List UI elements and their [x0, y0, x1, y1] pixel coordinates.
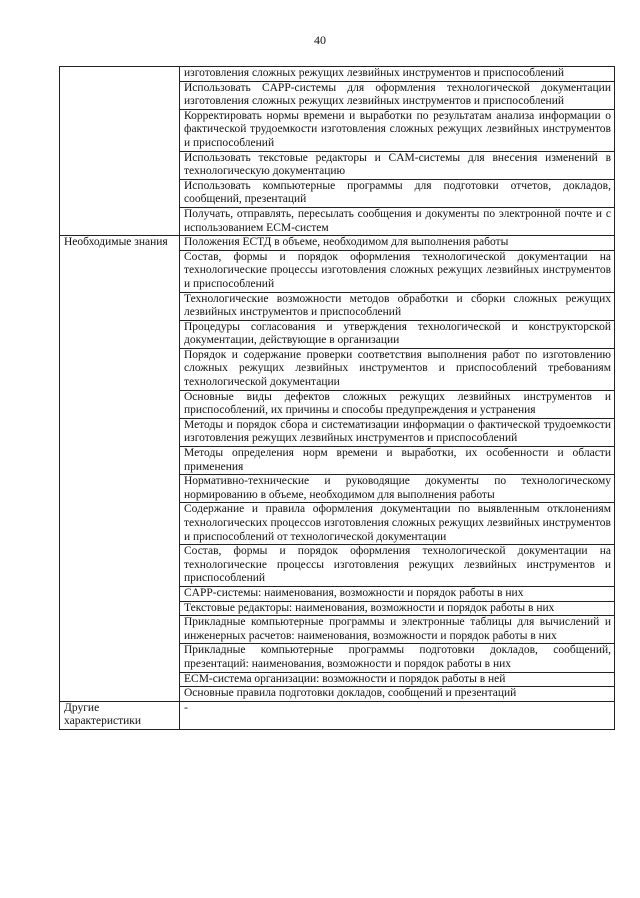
requirement-text: изготовления сложных режущих лезвийных инструментов и приспособлений — [180, 67, 615, 82]
section-label: Другие характеристики — [60, 701, 180, 729]
table-row — [60, 236, 615, 251]
requirement-text: Использовать текстовые редакторы и CAM-системы для внесения изменений в технологическую документацию — [180, 151, 615, 179]
requirements-table — [59, 66, 615, 730]
requirement-text: Методы определения норм времени и выработки, их особенности и области применения — [180, 447, 615, 475]
section-label — [60, 67, 180, 236]
requirement-text: Состав, формы и порядок оформления технологической документации на технологические процессы изготовления сложных режущих лезвийных инструментов и приспособлений — [180, 250, 615, 292]
requirement-text: ECM-система организации: возможности и порядок работы в ней — [180, 672, 615, 687]
table-row — [60, 701, 615, 729]
requirement-text: Процедуры согласования и утверждения технологической и конструкторской документации, действующие в организации — [180, 320, 615, 348]
requirement-text: Корректировать нормы времени и выработки по результатам анализа информации о фактической трудоемкости изготовления сложных режущих лезвийных инструментов и приспособлений — [180, 109, 615, 151]
requirement-text: Использовать CAPP-системы для оформления технологической документации изготовления сложных режущих лезвийных инструментов и приспособлений — [180, 81, 615, 109]
requirement-text: Порядок и содержание проверки соответствия выполнения работ по изготовлению сложных режущих лезвийных инструментов и приспособлений требованиям технологической документации — [180, 348, 615, 390]
requirement-text: Использовать компьютерные программы для подготовки отчетов, докладов, сообщений, презентаций — [180, 179, 615, 207]
requirement-text: Основные правила подготовки докладов, сообщений и презентаций — [180, 687, 615, 702]
page-number: 40 — [314, 33, 326, 47]
requirement-text: Получать, отправлять, пересылать сообщения и документы по электронной почте и с использованием ECM-систем — [180, 207, 615, 235]
requirement-text: Прикладные компьютерные программы подготовки докладов, сообщений, презентаций: наименования, возможности и порядок работы в них — [180, 644, 615, 672]
requirement-text: Технологические возможности методов обработки и сборки сложных режущих лезвийных инструментов и приспособлений — [180, 292, 615, 320]
requirement-text: Содержание и правила оформления документации по выявленным отклонениям технологических процессов изготовления сложных режущих лезвийных инструментов и приспособлений от технологической документации — [180, 503, 615, 545]
requirement-text: Нормативно-технические и руководящие документы по технологическому нормированию в объеме, необходимом для выполнения работы — [180, 475, 615, 503]
requirement-text: Состав, формы и порядок оформления технологической документации на технологические процессы изготовления режущих лезвийных инструментов и приспособлений — [180, 545, 615, 587]
requirement-text: Методы и порядок сбора и систематизации информации о фактической трудоемкости изготовления режущих лезвийных инструментов и приспособлений — [180, 418, 615, 446]
requirement-text: CAPP-системы: наименования, возможности и порядок работы в них — [180, 586, 615, 601]
requirement-text: - — [180, 701, 615, 729]
section-label: Необходимые знания — [60, 236, 180, 702]
table-row — [60, 67, 615, 82]
requirement-text: Текстовые редакторы: наименования, возможности и порядок работы в них — [180, 601, 615, 616]
requirement-text: Прикладные компьютерные программы и электронные таблицы для вычислений и инженерных расчетов: наименования, возможности и порядок работы в них — [180, 616, 615, 644]
requirement-text: Основные виды дефектов сложных режущих лезвийных инструментов и приспособлений, их причины и способы предупреждения и устранения — [180, 390, 615, 418]
requirement-text: Положения ЕСТД в объеме, необходимом для выполнения работы — [180, 236, 615, 251]
